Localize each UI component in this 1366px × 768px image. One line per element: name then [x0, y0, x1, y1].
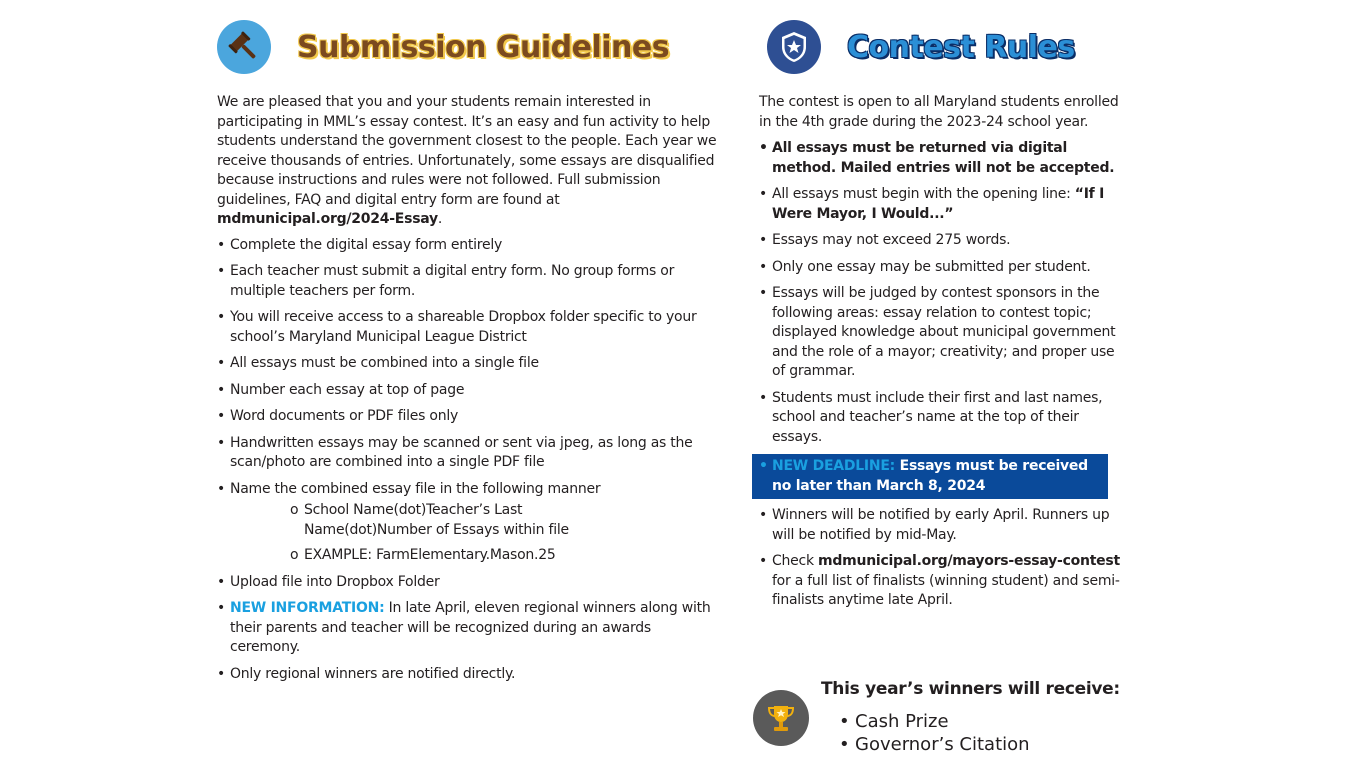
intro-end: . — [437, 211, 443, 227]
gavel-icon — [217, 20, 271, 74]
rule-item: • Winners will be notified by early April. Runners up will be notified by mid-May. — [759, 506, 1131, 545]
new-information-item — [217, 599, 717, 658]
submission-guidelines-header — [217, 19, 669, 75]
opening-quote: “If I Were Mayor, I Would...” — [772, 186, 1105, 222]
list-item: • Number each essay at top of page — [217, 381, 717, 401]
mayors-essay-contest-link[interactable]: mdmunicipal.org/mayors-essay-contest — [818, 553, 1120, 569]
list-item-naming — [217, 480, 717, 566]
new-deadline-text: Essays must be received no later than March 8, 2024 — [772, 458, 1088, 494]
prize-item: • Governor’s Citation — [839, 733, 1030, 756]
prizes-list — [839, 710, 1030, 756]
intro-paragraph — [217, 93, 717, 230]
list-item: • Each teacher must submit a digital entry form. No group forms or multiple teachers per form. — [217, 262, 717, 301]
list-item: • All essays must be combined into a single file — [217, 354, 717, 374]
list-item: • Complete the digital essay form entirely — [217, 236, 717, 256]
winners-title: This year’s winners will receive: — [821, 679, 1120, 699]
list-item: • Word documents or PDF files only — [217, 407, 717, 427]
sub-list-item: o EXAMPLE: FarmElementary.Mason.25 — [290, 546, 717, 566]
new-deadline-item — [752, 454, 1108, 499]
list-item: • Upload file into Dropbox Folder — [217, 573, 717, 593]
rule-item: • Essays will be judged by contest sponsors in the following areas: essay relation to contest topic; displayed knowledge about municipal government and the role of a mayor; creativity; and proper use of grammar. — [759, 284, 1131, 382]
trophy-wrap — [753, 690, 809, 746]
rule-item: • All essays must be returned via digital method. Mailed entries will not be accepted. — [759, 139, 1131, 178]
intro-text: We are pleased that you and your students remain interested in participating in MML’s essay contest. It’s an easy and fun activity to help students understand the government closest to the people. Each year we receive thousands of entries. Unfortunately, some essays are disqualified because instructions and rules were not followed. Full submission guidelines, FAQ and digital entry form are found at — [217, 94, 717, 208]
rule-item: • Essays may not exceed 275 words. — [759, 231, 1131, 251]
rule-item-check — [759, 552, 1131, 611]
contest-intro: The contest is open to all Maryland students enrolled in the 4th grade during the 2023-24 school year. — [759, 94, 1119, 130]
naming-sublist — [230, 501, 717, 566]
rule-item: • Students must include their first and last names, school and teacher’s name at the top of their essays. — [759, 389, 1131, 448]
trophy-icon — [753, 690, 809, 746]
new-information-label: NEW INFORMATION: — [230, 600, 385, 616]
prize-item: • Cash Prize — [839, 710, 1030, 733]
sub-list-item: o School Name(dot)Teacher’s Last Name(dot)Number of Essays within file — [290, 501, 644, 540]
check-prefix: Check — [772, 553, 819, 569]
opening-prefix: All essays must begin with the opening line: — [772, 186, 1075, 202]
winners-section — [753, 678, 1153, 758]
contest-rules-body — [759, 93, 1131, 618]
guidelines-list — [217, 236, 717, 685]
list-item: • Only regional winners are notified directly. — [217, 665, 717, 685]
check-suffix: for a full list of finalists (winning student) and semi-finalists anytime late April. — [772, 572, 1120, 608]
naming-text: Name the combined essay file in the following manner — [230, 480, 601, 497]
list-item: • Handwritten essays may be scanned or sent via jpeg, as long as the scan/photo are combined into a single PDF file — [217, 434, 717, 473]
submission-guidelines-body — [217, 93, 717, 691]
rules-list — [759, 139, 1131, 611]
rule-item: • Only one essay may be submitted per student. — [759, 258, 1131, 278]
new-information-text: In late April, eleven regional winners along with their parents and teacher will be recognized during an awards ceremony. — [230, 600, 711, 655]
new-deadline-label: NEW DEADLINE: — [772, 458, 895, 474]
contest-rules-header — [767, 19, 1075, 75]
list-item: • You will receive access to a shareable Dropbox folder specific to your school’s Maryland Municipal League District — [217, 308, 717, 347]
rule-item-opening — [759, 185, 1131, 224]
submission-guidelines-title: Submission Guidelines — [297, 29, 670, 65]
police-badge-icon — [767, 20, 821, 74]
essay-link[interactable]: mdmunicipal.org/2024-Essay — [217, 211, 438, 227]
contest-rules-title: Contest Rules — [847, 29, 1075, 65]
